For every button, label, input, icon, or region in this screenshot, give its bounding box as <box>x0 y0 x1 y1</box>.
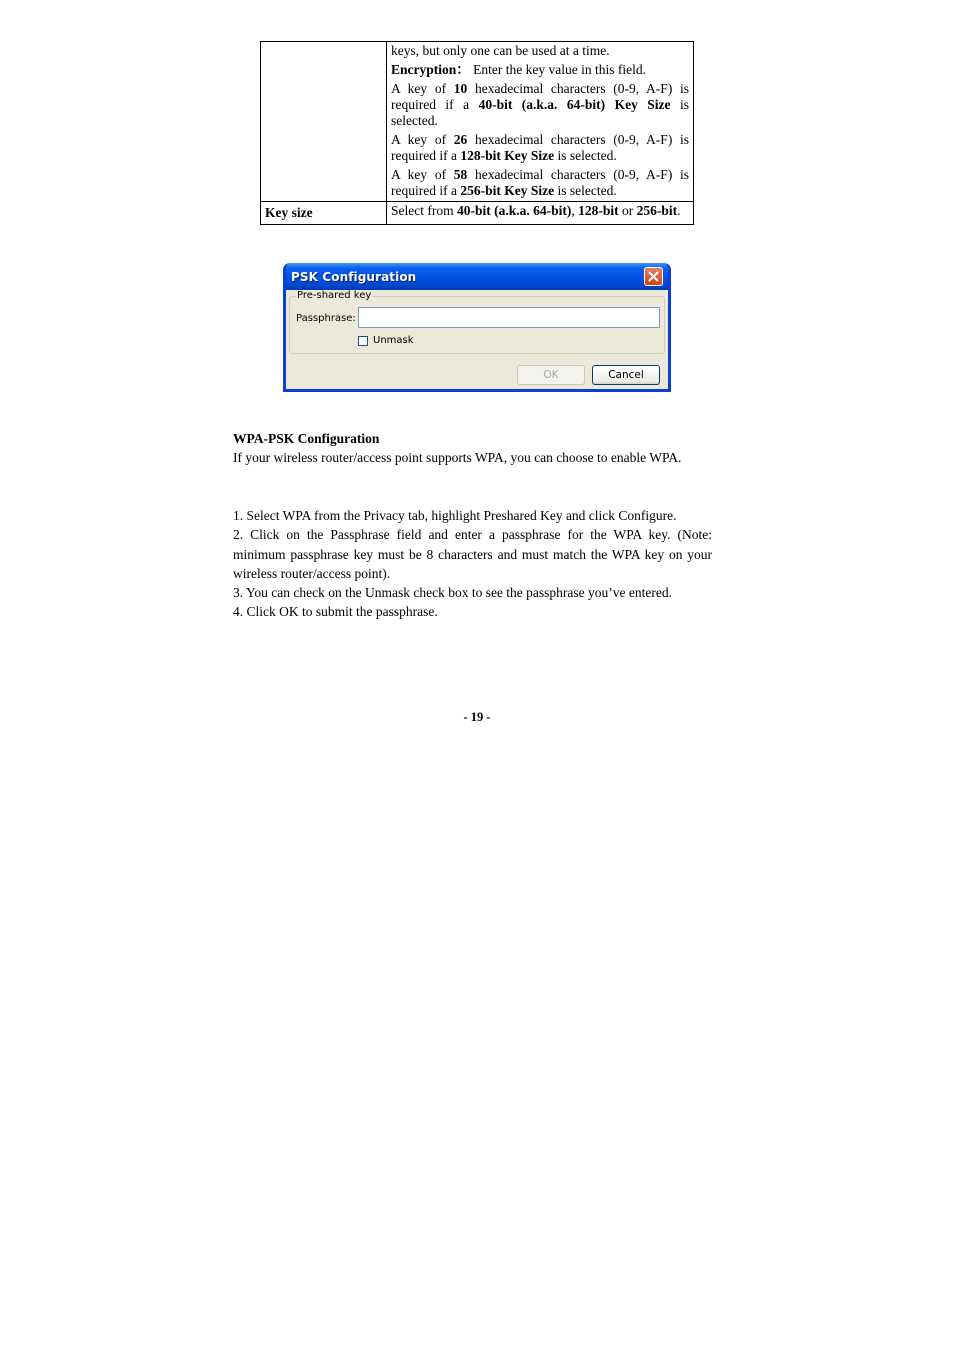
step-item: 2. Click on the Passphrase field and enter a passphrase for the WPA key. (Note: minimum passphrase key must be 8 characters and must match the WPA key on your wireless router/access point). <box>233 527 712 581</box>
wpa-psk-section <box>233 429 712 468</box>
table-cell-empty <box>261 42 387 202</box>
keys-note: keys, but only one can be used at a time. <box>391 43 610 58</box>
psk-configuration-dialog <box>283 263 671 392</box>
unmask-checkbox-row[interactable] <box>358 335 414 346</box>
passphrase-input[interactable] <box>358 307 660 328</box>
ok-button[interactable]: OK <box>517 365 585 385</box>
key-10-desc: A key of 10 hexadecimal characters (0-9, A-F) is required if a 40-bit (a.k.a. 64-bit) Key Size is selected. <box>391 81 689 128</box>
key-26-desc: A key of 26 hexadecimal characters (0-9, A-F) is required if a 128-bit Key Size is selected. <box>391 132 689 163</box>
dialog-title: PSK Configuration <box>291 269 417 284</box>
section-heading: WPA-PSK Configuration <box>233 431 380 446</box>
close-button[interactable] <box>644 267 663 286</box>
spec-table <box>260 41 694 225</box>
step-item: 4. Click OK to submit the passphrase. <box>233 604 438 620</box>
group-label: Pre-shared key <box>297 290 372 301</box>
step-item: 1. Select WPA from the Privacy tab, highlight Preshared Key and click Configure. <box>233 508 677 523</box>
table-cell-description <box>387 202 694 225</box>
table-cell-label <box>261 202 387 225</box>
passphrase-label: Passphrase: <box>296 313 356 324</box>
unmask-checkbox[interactable] <box>358 336 368 346</box>
step-item: 3. You can check on the Unmask check box to see the passphrase you’ve entered. <box>233 585 672 601</box>
table-row <box>261 42 694 202</box>
table-cell-description <box>387 42 694 202</box>
key-size-desc: Select from 40-bit (a.k.a. 64-bit), 128-bit or 256-bit. <box>391 203 681 218</box>
cancel-button[interactable]: Cancel <box>592 365 660 385</box>
encryption-desc: Encryption： Enter the key value in this field. <box>391 62 646 77</box>
section-intro: If your wireless router/access point supports WPA, you can choose to enable WPA. <box>233 450 682 466</box>
key-58-desc: A key of 58 hexadecimal characters (0-9, A-F) is required if a 256-bit Key Size is selected. <box>391 167 689 198</box>
preshared-key-group <box>289 290 665 354</box>
table-row <box>261 202 694 225</box>
page-number: - 19 - <box>463 710 491 724</box>
key-size-label: Key size <box>265 205 313 220</box>
dialog-titlebar[interactable] <box>283 263 671 290</box>
unmask-label: Unmask <box>373 335 414 346</box>
close-icon <box>648 271 659 282</box>
steps-list <box>233 506 712 622</box>
